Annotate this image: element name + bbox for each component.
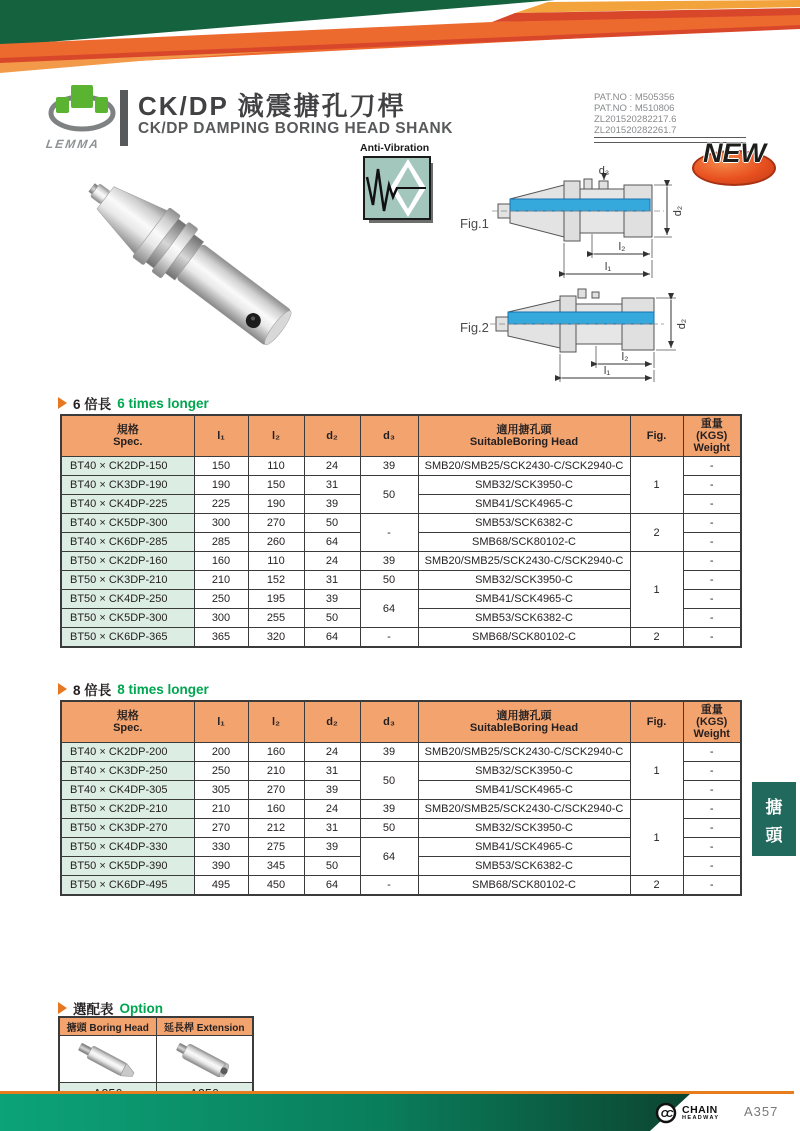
spec-cell: BT40 × CK3DP-190	[61, 476, 194, 495]
value-cell: -	[683, 800, 741, 819]
spec-cell: BT50 × CK3DP-270	[61, 819, 194, 838]
value-cell: 39	[360, 800, 418, 819]
spec-cell: BT50 × CK6DP-495	[61, 876, 194, 896]
fig2-dim-l1: l₁	[603, 365, 611, 377]
value-cell: 450	[248, 876, 304, 896]
extension-thumbnail-icon	[164, 1039, 244, 1077]
section-title-zh: 8 倍長	[73, 683, 112, 698]
header-row	[61, 701, 741, 743]
publisher-name-top: CHAIN	[682, 1104, 718, 1116]
value-cell: SMB20/SMB25/SCK2430-C/SCK2940-C	[418, 457, 630, 476]
publisher-name-bottom: HEADWAY	[682, 1115, 720, 1121]
value-cell: SMB32/SCK3950-C	[418, 819, 630, 838]
spec-table-8x	[60, 700, 742, 896]
fig1-dim-d3: d₃	[598, 166, 610, 177]
value-cell: 270	[248, 781, 304, 800]
value-cell: SMB68/SCK80102-C	[418, 628, 630, 648]
value-cell: 390	[194, 857, 248, 876]
value-cell: 50	[360, 819, 418, 838]
publisher-logo	[655, 1102, 719, 1124]
value-cell: 160	[248, 743, 304, 762]
value-cell: 212	[248, 819, 304, 838]
title-accent-bar	[120, 90, 128, 146]
value-cell: -	[360, 514, 418, 552]
spec-cell: BT50 × CK2DP-160	[61, 552, 194, 571]
spec-cell: BT50 × CK2DP-210	[61, 800, 194, 819]
value-cell: 39	[360, 743, 418, 762]
value-cell: 300	[194, 609, 248, 628]
new-badge-label: NEW	[703, 138, 766, 168]
spec-cell: BT40 × CK4DP-225	[61, 495, 194, 514]
section-title-zh: 選配表	[73, 1002, 114, 1017]
spec-cell: BT40 × CK2DP-150	[61, 457, 194, 476]
option-image-row	[59, 1036, 253, 1083]
page-title-zh: CK/DP 減震搪孔刀桿	[138, 91, 406, 121]
value-cell: -	[683, 495, 741, 514]
value-cell: 1	[630, 552, 683, 628]
value-cell: 50	[360, 476, 418, 514]
value-cell: 260	[248, 533, 304, 552]
value-cell: 495	[194, 876, 248, 896]
anti-vibration-label: Anti-Vibration	[360, 142, 430, 154]
column-header: l₂	[248, 701, 304, 743]
value-cell: -	[683, 457, 741, 476]
value-cell: 39	[304, 590, 360, 609]
boring-head-thumbnail-icon	[68, 1039, 148, 1077]
fig1-dim-l2: l₂	[618, 241, 626, 253]
column-header: d₂	[304, 415, 360, 457]
boring-head-image	[59, 1036, 156, 1083]
value-cell: 39	[304, 495, 360, 514]
section-arrow-icon	[58, 1002, 67, 1014]
fig2-label: Fig.2	[460, 320, 489, 335]
value-cell: 39	[304, 781, 360, 800]
value-cell: -	[683, 571, 741, 590]
svg-text:CC: CC	[660, 1109, 672, 1120]
value-cell: 24	[304, 743, 360, 762]
column-header: 重量 (KGS) Weight	[683, 415, 741, 457]
new-badge	[692, 140, 776, 186]
spec-cell: BT40 × CK6DP-285	[61, 533, 194, 552]
value-cell: SMB32/SCK3950-C	[418, 762, 630, 781]
value-cell: 64	[360, 838, 418, 876]
value-cell: 200	[194, 743, 248, 762]
product-photo	[75, 158, 345, 350]
value-cell: 150	[248, 476, 304, 495]
fig1-label: Fig.1	[460, 216, 489, 231]
value-cell: 160	[194, 552, 248, 571]
value-cell: -	[683, 514, 741, 533]
value-cell: 195	[248, 590, 304, 609]
table-row	[61, 514, 741, 533]
value-cell: -	[683, 533, 741, 552]
value-cell: 50	[360, 762, 418, 800]
option-col-boring-head: 搪頭 Boring Head	[59, 1017, 156, 1036]
chapter-tab-char: 搪	[765, 797, 783, 817]
value-cell: SMB20/SMB25/SCK2430-C/SCK2940-C	[418, 800, 630, 819]
column-header: Fig.	[630, 415, 683, 457]
value-cell: 31	[304, 819, 360, 838]
fig1-dim-d2: d₂	[672, 205, 684, 217]
option-col-extension: 延長桿 Extension	[156, 1017, 253, 1036]
fig2-dim-d2: d₂	[676, 318, 688, 330]
brand-logo	[46, 82, 118, 152]
table-row	[61, 800, 741, 819]
top-banner-graphic	[0, 0, 800, 80]
value-cell: 2	[630, 876, 683, 896]
value-cell: 2	[630, 628, 683, 648]
column-header: d₂	[304, 701, 360, 743]
patent-line: ZL201520282261.7	[594, 125, 677, 136]
column-header: 適用搪孔頭 SuitableBoring Head	[418, 415, 630, 457]
value-cell: SMB53/SCK6382-C	[418, 857, 630, 876]
value-cell: SMB68/SCK80102-C	[418, 876, 630, 896]
value-cell: -	[683, 838, 741, 857]
spec-table-6x	[60, 414, 742, 648]
value-cell: 31	[304, 762, 360, 781]
fig1-dim-l1: l₁	[604, 261, 612, 273]
value-cell: 225	[194, 495, 248, 514]
value-cell: 24	[304, 552, 360, 571]
spec-cell: BT40 × CK2DP-200	[61, 743, 194, 762]
value-cell: 270	[248, 514, 304, 533]
value-cell: 365	[194, 628, 248, 648]
section-title-6x	[58, 393, 209, 413]
value-cell: -	[683, 876, 741, 896]
value-cell: 150	[194, 457, 248, 476]
value-cell: SMB41/SCK4965-C	[418, 781, 630, 800]
column-header: 規格 Spec.	[61, 701, 194, 743]
value-cell: 210	[194, 571, 248, 590]
value-cell: 50	[304, 609, 360, 628]
section-title-option	[58, 998, 163, 1018]
value-cell: 24	[304, 457, 360, 476]
patent-numbers	[594, 92, 676, 136]
value-cell: -	[683, 552, 741, 571]
section-title-8x	[58, 679, 209, 699]
spec-cell: BT40 × CK3DP-250	[61, 762, 194, 781]
fig2-dim-l2: l₂	[621, 351, 629, 363]
chapter-tab-char: 頭	[765, 825, 783, 845]
chapter-tab-boring-head	[752, 782, 796, 856]
table-row	[61, 457, 741, 476]
lemma-logo-icon	[46, 82, 118, 132]
column-header: d₃	[360, 701, 418, 743]
value-cell: -	[683, 590, 741, 609]
spec-cell: BT50 × CK3DP-210	[61, 571, 194, 590]
value-cell: SMB32/SCK3950-C	[418, 476, 630, 495]
value-cell: 50	[304, 857, 360, 876]
value-cell: 31	[304, 476, 360, 495]
value-cell: -	[683, 476, 741, 495]
section-title-en: 6 times longer	[117, 395, 209, 411]
spec-cell: BT50 × CK5DP-390	[61, 857, 194, 876]
value-cell: 305	[194, 781, 248, 800]
value-cell: 110	[248, 552, 304, 571]
value-cell: 2	[630, 514, 683, 552]
value-cell: 64	[360, 590, 418, 628]
value-cell: SMB68/SCK80102-C	[418, 533, 630, 552]
table-row	[61, 743, 741, 762]
section-arrow-icon	[58, 397, 67, 409]
column-header: d₃	[360, 415, 418, 457]
header-row	[61, 415, 741, 457]
brand-name: LEMMA	[45, 137, 101, 151]
column-header: l₁	[194, 415, 248, 457]
value-cell: -	[683, 819, 741, 838]
value-cell: 110	[248, 457, 304, 476]
option-header-row	[59, 1017, 253, 1036]
value-cell: 250	[194, 590, 248, 609]
value-cell: 64	[304, 876, 360, 896]
value-cell: 300	[194, 514, 248, 533]
value-cell: -	[683, 628, 741, 648]
spec-cell: BT40 × CK5DP-300	[61, 514, 194, 533]
value-cell: SMB53/SCK6382-C	[418, 514, 630, 533]
table-row	[61, 552, 741, 571]
damping-bar-highlight	[510, 199, 650, 211]
value-cell: 24	[304, 800, 360, 819]
value-cell: -	[683, 857, 741, 876]
value-cell: 210	[248, 762, 304, 781]
value-cell: 255	[248, 609, 304, 628]
value-cell: SMB32/SCK3950-C	[418, 571, 630, 590]
figure-2	[452, 284, 692, 384]
spec-cell: BT40 × CK4DP-305	[61, 781, 194, 800]
column-header: Fig.	[630, 701, 683, 743]
value-cell: -	[683, 609, 741, 628]
value-cell: 270	[194, 819, 248, 838]
value-cell: 345	[248, 857, 304, 876]
column-header: l₂	[248, 415, 304, 457]
damping-bar-highlight	[508, 312, 654, 324]
value-cell: 190	[248, 495, 304, 514]
value-cell: SMB20/SMB25/SCK2430-C/SCK2940-C	[418, 743, 630, 762]
page-title-en: CK/DP DAMPING BORING HEAD SHANK	[138, 120, 453, 137]
value-cell: 64	[304, 533, 360, 552]
value-cell: SMB41/SCK4965-C	[418, 590, 630, 609]
column-header: l₁	[194, 701, 248, 743]
section-arrow-icon	[58, 683, 67, 695]
figure-1	[452, 166, 684, 288]
value-cell: 210	[194, 800, 248, 819]
column-header: 適用搪孔頭 SuitableBoring Head	[418, 701, 630, 743]
value-cell: 250	[194, 762, 248, 781]
value-cell: SMB20/SMB25/SCK2430-C/SCK2940-C	[418, 552, 630, 571]
anti-vibration	[360, 142, 436, 232]
page-number: A357	[744, 1104, 779, 1119]
value-cell: 50	[304, 514, 360, 533]
value-cell: 50	[360, 571, 418, 590]
value-cell: 320	[248, 628, 304, 648]
patent-line: PAT.NO : M505356	[594, 92, 675, 103]
spec-cell: BT50 × CK4DP-330	[61, 838, 194, 857]
value-cell: 39	[304, 838, 360, 857]
value-cell: 39	[360, 457, 418, 476]
value-cell: 330	[194, 838, 248, 857]
value-cell: 1	[630, 800, 683, 876]
column-header: 重量 (KGS) Weight	[683, 701, 741, 743]
value-cell: 31	[304, 571, 360, 590]
value-cell: -	[360, 628, 418, 648]
value-cell: SMB41/SCK4965-C	[418, 495, 630, 514]
patent-line: PAT.NO : M510806	[594, 103, 675, 114]
spec-cell: BT50 × CK4DP-250	[61, 590, 194, 609]
value-cell: -	[360, 876, 418, 896]
value-cell: -	[683, 781, 741, 800]
patent-line: ZL201520282217.6	[594, 114, 677, 125]
value-cell: 190	[194, 476, 248, 495]
value-cell: 275	[248, 838, 304, 857]
spec-cell: BT50 × CK5DP-300	[61, 609, 194, 628]
value-cell: 285	[194, 533, 248, 552]
section-title-en: 8 times longer	[117, 681, 209, 697]
column-header: 規格 Spec.	[61, 415, 194, 457]
value-cell: 1	[630, 457, 683, 514]
value-cell: SMB41/SCK4965-C	[418, 838, 630, 857]
anti-vibration-icon	[360, 155, 436, 227]
value-cell: 152	[248, 571, 304, 590]
section-title-zh: 6 倍長	[73, 397, 112, 412]
value-cell: 64	[304, 628, 360, 648]
value-cell: -	[683, 743, 741, 762]
value-cell: 160	[248, 800, 304, 819]
table-row	[61, 628, 741, 648]
spec-cell: BT50 × CK6DP-365	[61, 628, 194, 648]
value-cell: 39	[360, 552, 418, 571]
extension-image	[156, 1036, 253, 1083]
value-cell: 1	[630, 743, 683, 800]
chain-headway-logo-icon	[655, 1102, 677, 1124]
table-row	[61, 876, 741, 896]
value-cell: SMB53/SCK6382-C	[418, 609, 630, 628]
value-cell: -	[683, 762, 741, 781]
section-title-en: Option	[119, 1000, 163, 1016]
